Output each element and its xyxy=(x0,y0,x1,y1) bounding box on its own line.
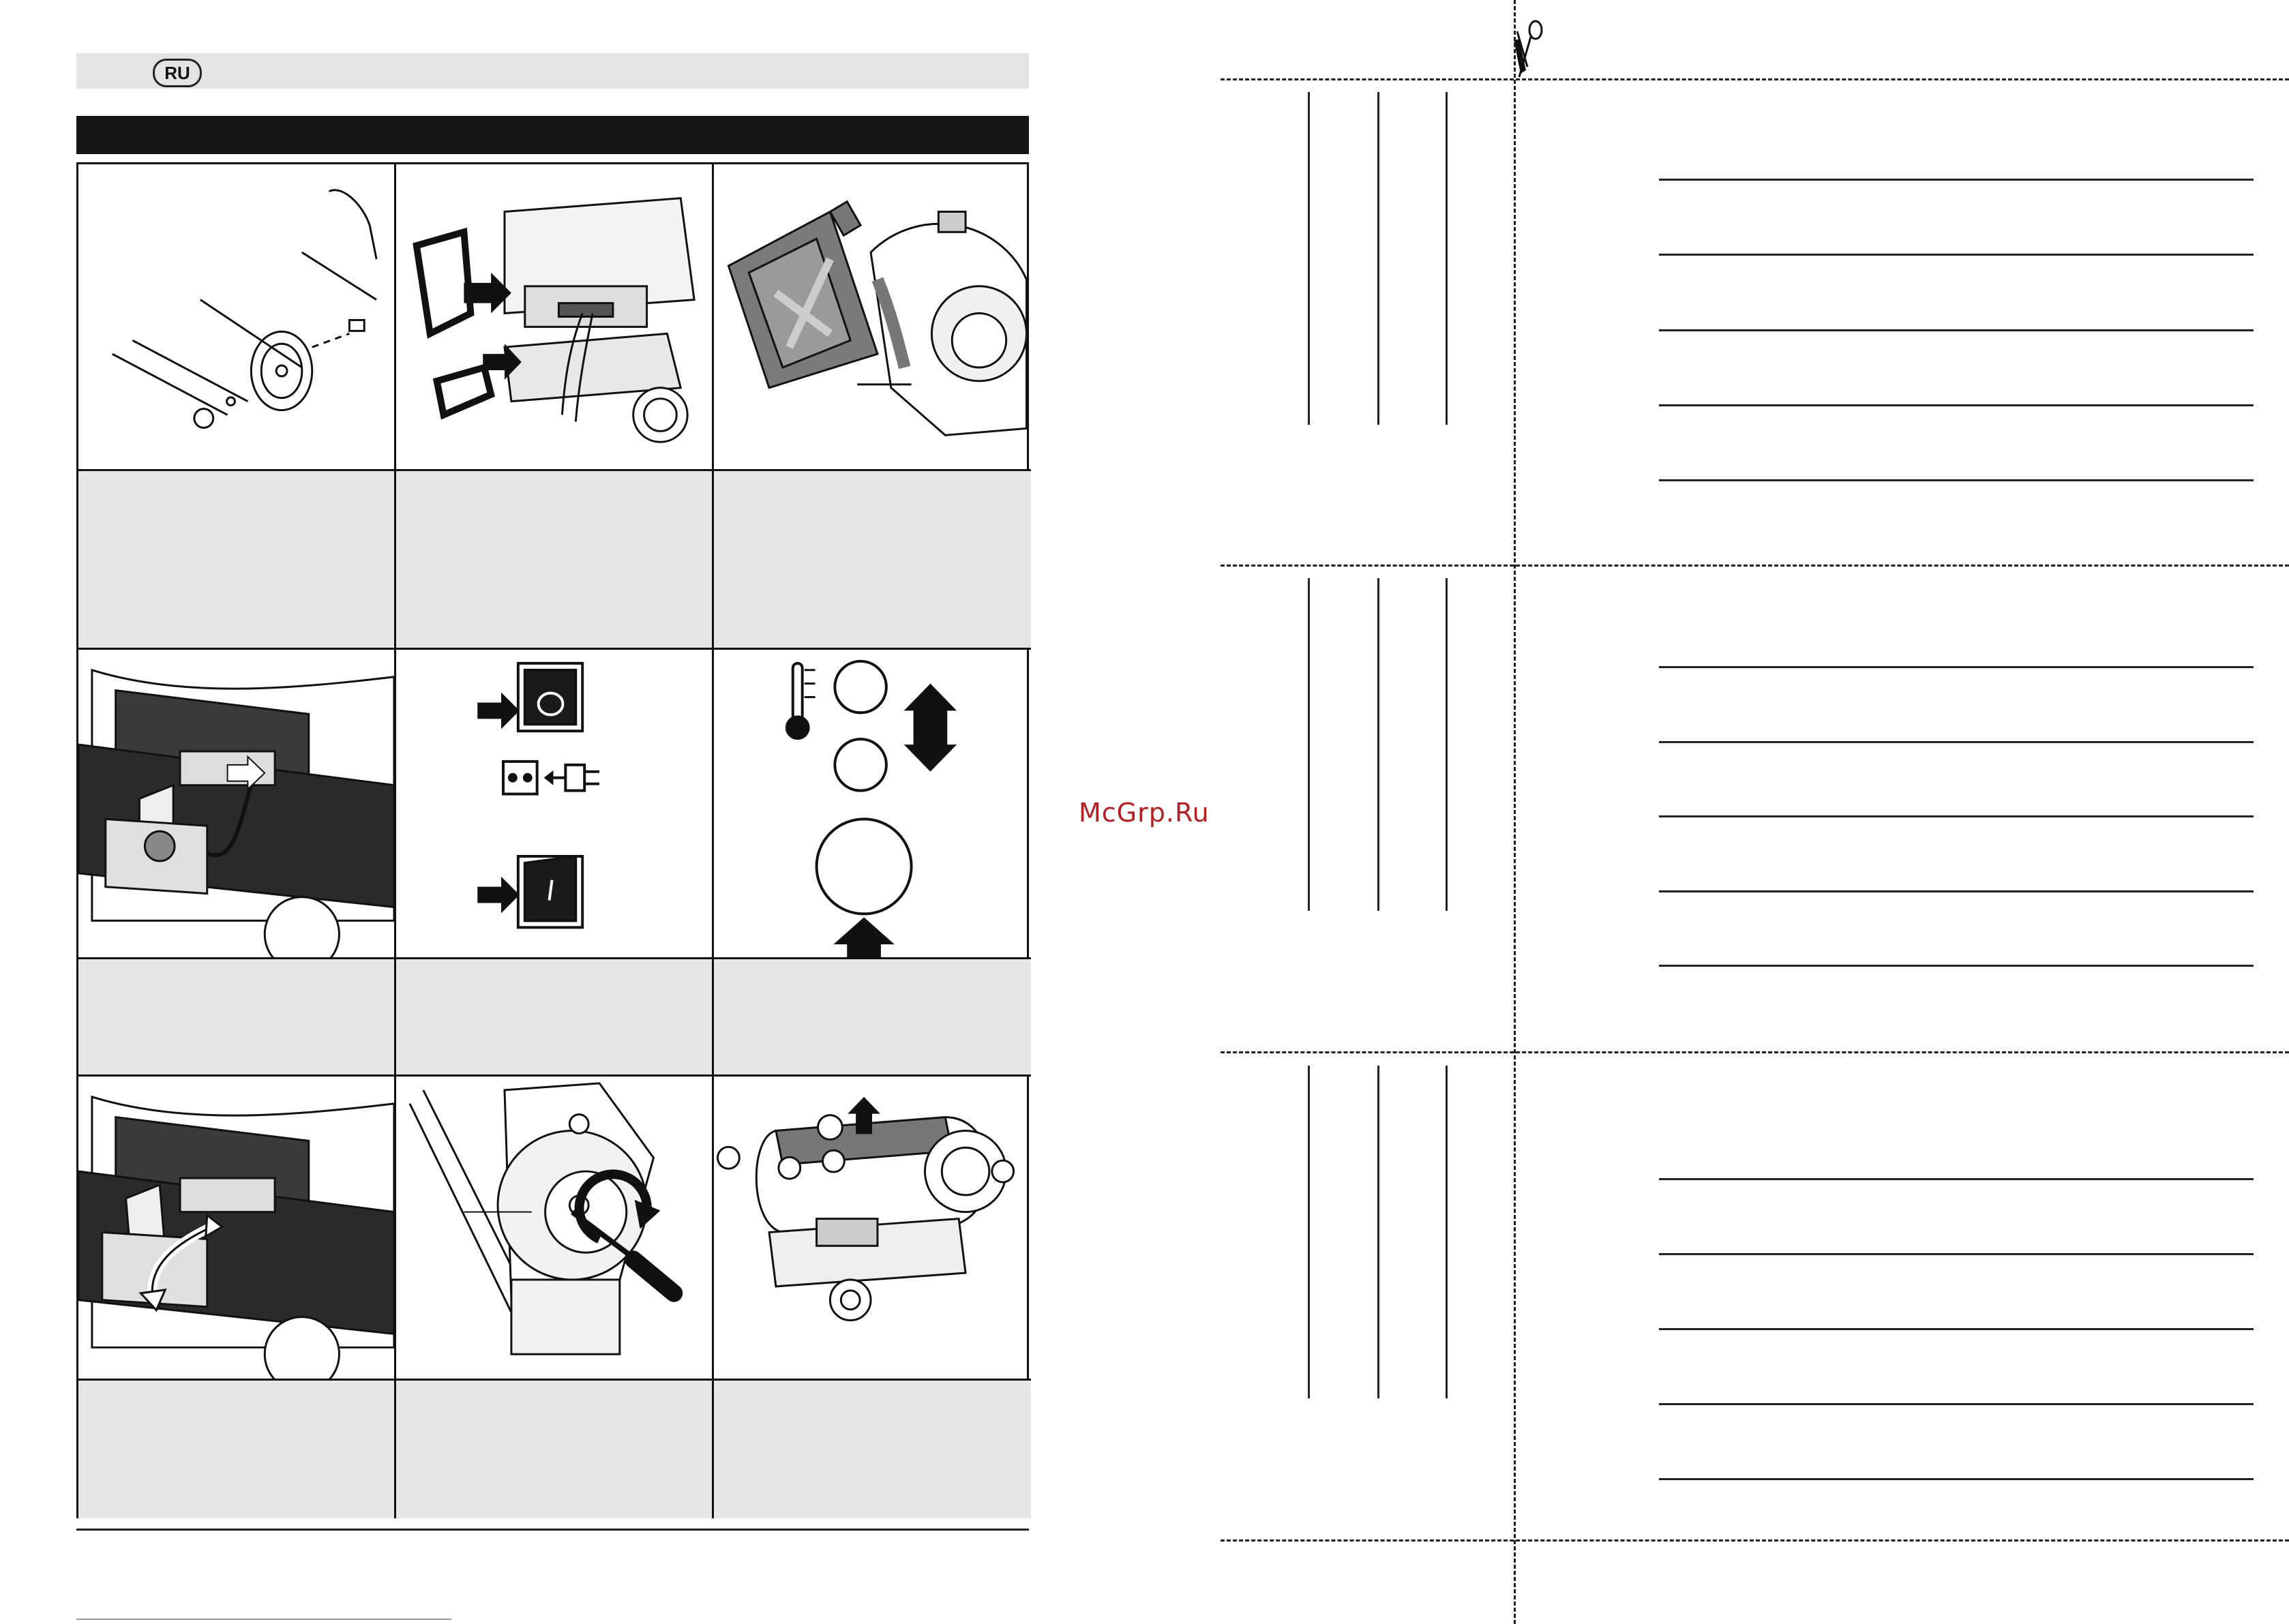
step-1-illustration xyxy=(78,164,396,471)
form-column-rule xyxy=(1446,578,1448,911)
handle-assembly-icon xyxy=(396,164,712,469)
step-5-caption xyxy=(396,959,714,1077)
thermostat-plug-icon xyxy=(78,650,394,957)
form-fill-line[interactable] xyxy=(1659,404,2254,406)
cover-removal-icon xyxy=(714,1077,1031,1379)
form-fill-line[interactable] xyxy=(1659,1328,2254,1330)
thermostat-adjust-icon xyxy=(714,650,1031,957)
footer-rule xyxy=(76,1619,451,1620)
form-column-rule xyxy=(1308,578,1310,911)
form-column-rule xyxy=(1377,1066,1379,1398)
form-fill-line[interactable] xyxy=(1659,890,2254,892)
step-4-illustration xyxy=(78,650,396,959)
form-fill-line[interactable] xyxy=(1659,815,2254,817)
watermark: McGrp.Ru xyxy=(1079,798,1210,828)
step-8-illustration xyxy=(396,1077,714,1381)
form-column-rule xyxy=(1377,92,1379,425)
form-fill-line[interactable] xyxy=(1659,479,2254,481)
language-badge: RU xyxy=(153,59,202,87)
scissors-icon xyxy=(1507,19,1548,80)
step-3-caption xyxy=(714,471,1031,650)
step-4-caption xyxy=(78,959,396,1077)
form-fill-line[interactable] xyxy=(1659,254,2254,256)
step-6-caption xyxy=(714,959,1031,1077)
section-title-bar xyxy=(76,116,1029,154)
form-column-rule xyxy=(1308,1066,1310,1398)
step-3-illustration xyxy=(714,164,1031,471)
cut-line-2 xyxy=(1221,565,2289,567)
step-2-illustration xyxy=(396,164,714,471)
step-8-caption xyxy=(396,1381,714,1518)
thermostat-rotate-icon xyxy=(78,1077,394,1379)
form-column-rule xyxy=(1377,578,1379,911)
cut-line-3 xyxy=(1221,1051,2289,1053)
step-1-caption xyxy=(78,471,396,650)
form-column-rule xyxy=(1446,92,1448,425)
step-6-illustration xyxy=(714,650,1031,959)
form-fill-line[interactable] xyxy=(1659,1253,2254,1255)
form-fill-line[interactable] xyxy=(1659,741,2254,743)
form-fill-line[interactable] xyxy=(1659,1403,2254,1405)
wheel-assembly-icon xyxy=(78,164,394,469)
cut-line-4 xyxy=(1221,1539,2289,1542)
step-2-caption xyxy=(396,471,714,650)
step-5-illustration xyxy=(396,650,714,959)
pump-adjust-screw-icon xyxy=(396,1077,712,1379)
form-fill-line[interactable] xyxy=(1659,666,2254,668)
step-9-illustration xyxy=(714,1077,1031,1381)
form-fill-line[interactable] xyxy=(1659,1178,2254,1180)
form-column-rule xyxy=(1308,92,1310,425)
cut-line-vertical xyxy=(1514,0,1516,1624)
form-fill-line[interactable] xyxy=(1659,965,2254,967)
step-9-caption xyxy=(714,1381,1031,1518)
form-fill-line[interactable] xyxy=(1659,179,2254,181)
power-switch-sequence-icon xyxy=(396,650,712,957)
form-fill-line[interactable] xyxy=(1659,1478,2254,1480)
instruction-grid xyxy=(76,162,1029,1518)
form-fill-line[interactable] xyxy=(1659,329,2254,331)
step-7-caption xyxy=(78,1381,396,1518)
cut-line-1 xyxy=(1221,78,2289,80)
language-bar xyxy=(76,53,1029,89)
step-7-illustration xyxy=(78,1077,396,1381)
page-bottom-rule xyxy=(76,1529,1029,1531)
form-column-rule xyxy=(1446,1066,1448,1398)
fuel-filling-icon xyxy=(714,164,1031,469)
